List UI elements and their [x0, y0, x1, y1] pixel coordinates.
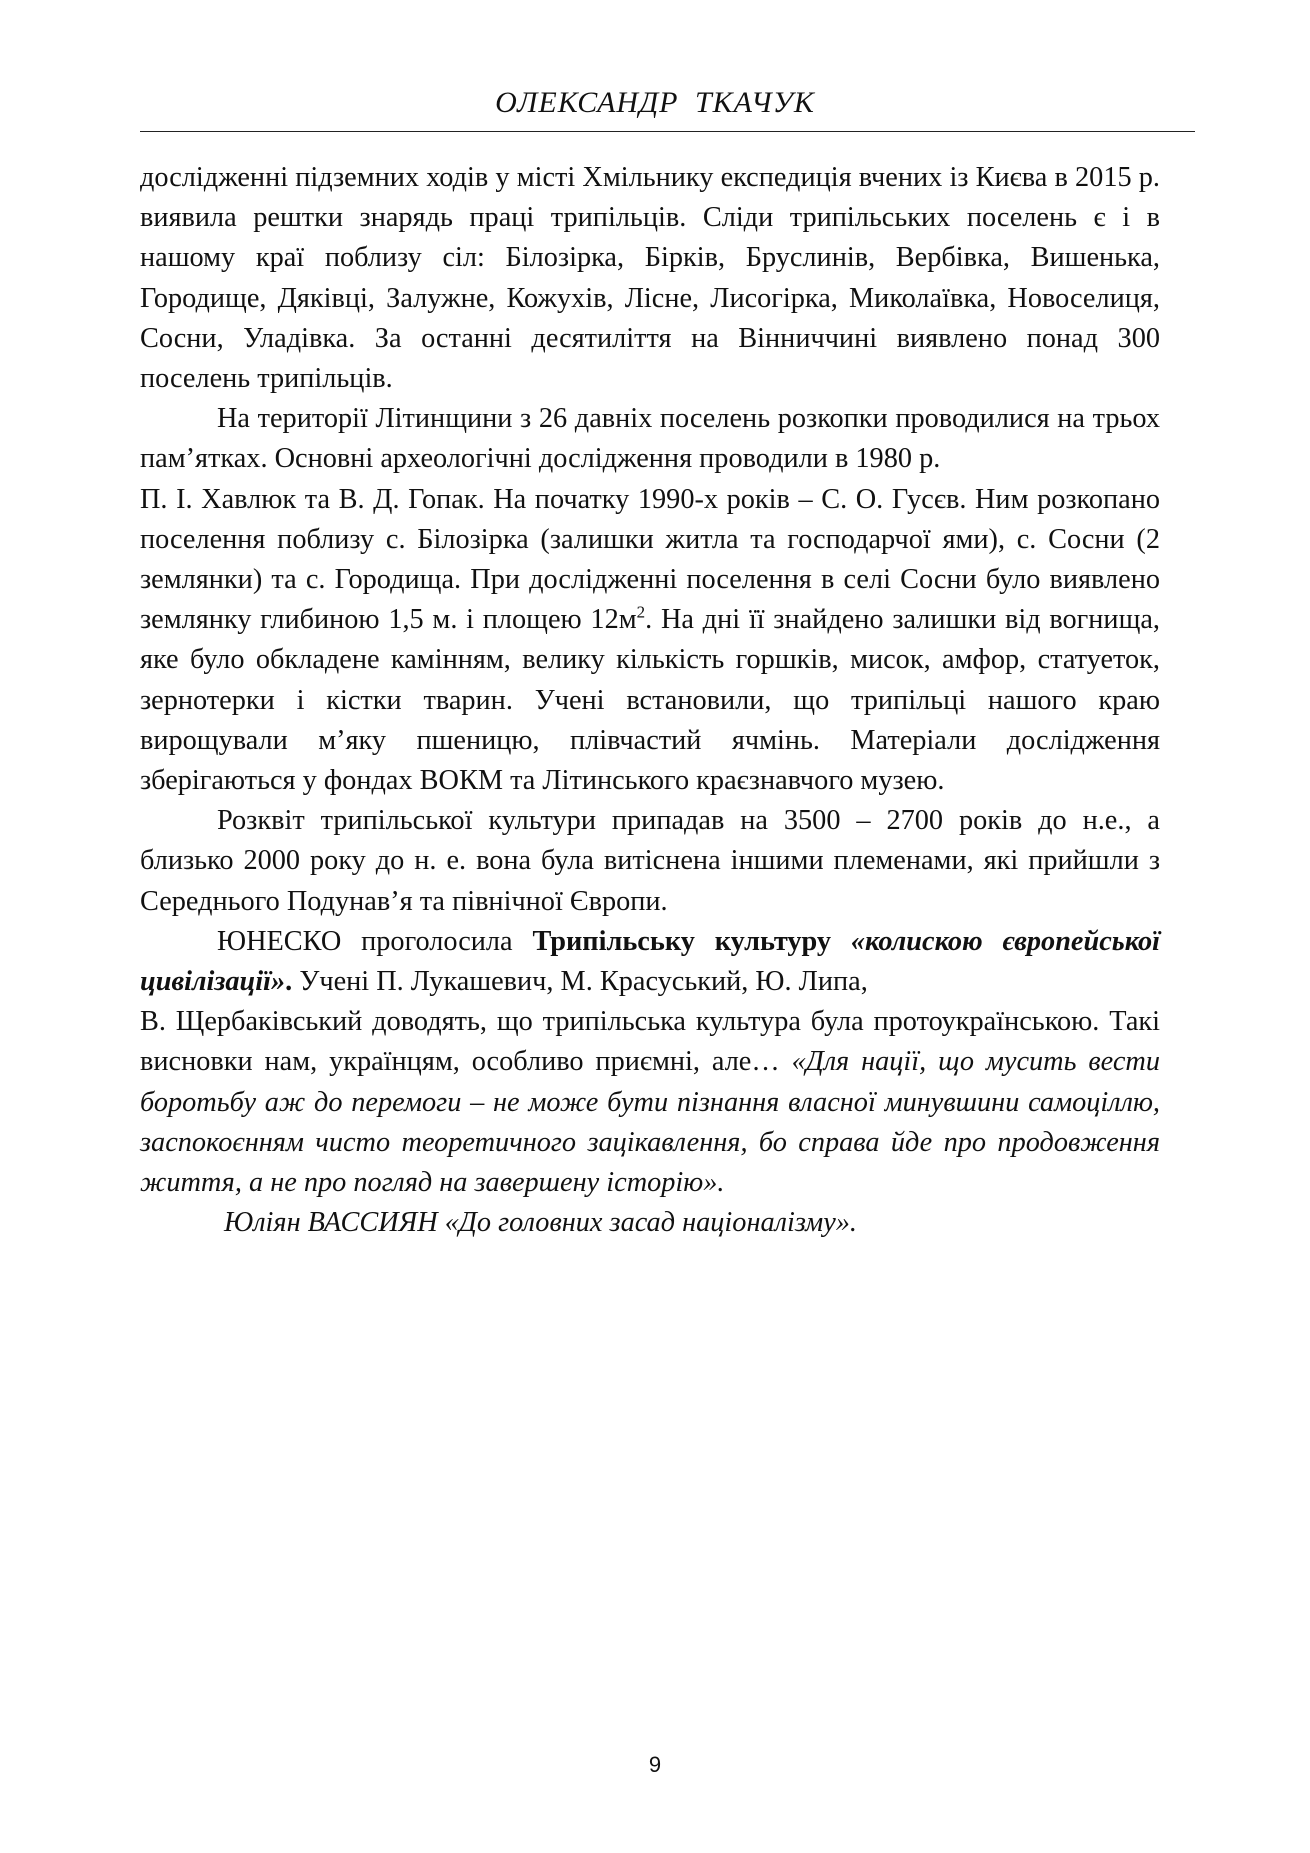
paragraph-4-text-line2: В. Щербаківський доводять, що трипільська культура була протоукраїнською. Такі висновки нам, українцям, особливо приємні, але… [140, 1006, 1160, 1078]
running-header-author: ОЛЕКСАНДР ТКАЧУК [495, 86, 815, 119]
paragraph-2-body [140, 480, 1160, 802]
paragraph-4-body [140, 1002, 1160, 1203]
paragraph-2-text-b: . На дні її знайдено залишки від вогнища, яке було обкладене камінням, велику кількість горшків, мисок, амфор, статуеток, зернотерки і кістки тварин. Учені встановили, що трипільці нашого краю вирощували м’яку пшеницю, плівчастий ячмінь. Матеріали дослідження зберігаються у фондах ВОКМ та Літинського краєзнавчого музею. [140, 604, 1160, 797]
vassiyan-quote: «Для нації, що мусить вести боротьбу аж до перемоги – не може бути пізнання власної минувшини самоціллю, заспокоєнням чисто теоретичного зацікавлення, бо справа йде про продовження життя, а не про погляд на завершену історію». [140, 1046, 1160, 1199]
square-meter-superscript: 2 [636, 602, 646, 622]
paragraph-2-intro: На території Літинщини з 26 давніх поселень розкопки проводилися на трьох пам’ятках. Основні археологічні дослідження проводили в 1980 р. [140, 403, 1160, 475]
page-body [140, 158, 1160, 1243]
emphasis-period: . [285, 966, 293, 998]
paragraph-4-text-start: ЮНЕСКО проголосила [217, 925, 533, 957]
paragraph-3: Розквіт трипільської культури припадав на 3500 – 2700 років до н.е., а близько 2000 року до н. е. вона була витіснена іншими племенами, які прийшли з Середнього Подунав’я та північної Європи. [140, 805, 1160, 917]
trypillian-culture-emphasis: Трипільську культуру [532, 925, 851, 957]
paragraph-1: дослідженні підземних ходів у місті Хмільнику експедиція вчених із Києва в 2015 р. виявила рештки знарядь праці трипільців. Сліди трипільських поселень є і в нашому краї поблизу сіл: Білозірка, Бірків, Бруслинів, Вербівка, Вишенька, Городище, Дяківці, Залужне, Кожухів, Лісне, Лисогірка, Миколаївка, Новоселиця, Сосни, Уладівка. За останні десятиліття на Вінниччині виявлено понад 300 поселень трипільців. [140, 162, 1160, 395]
paragraph-2-text-a: П. І. Хавлюк та В. Д. Гопак. На початку 1990-х років – С. О. Гусєв. Ним розкопано поселення поблизу с. Білозірка (залишки житла та господарчої ями), с. Сосни (2 землянки) та с. Городища. При дослідженні поселення в селі Сосни було виявлено землянку глибиною 1,5 м. і площею 12м [140, 483, 1160, 636]
page-number: 9 [648, 1752, 662, 1777]
quote-attribution: Юліян ВАССИЯН «До головних засад націоналізму». [224, 1207, 858, 1239]
header-divider [140, 131, 1195, 132]
cradle-of-civilization-quote: «колискою європейської цивілізації» [140, 925, 1160, 998]
paragraph-4-text-mid: Учені П. Лукашевич, М. Красуський, Ю. Липа, [292, 966, 868, 998]
paragraph-4-intro [140, 922, 1160, 1002]
